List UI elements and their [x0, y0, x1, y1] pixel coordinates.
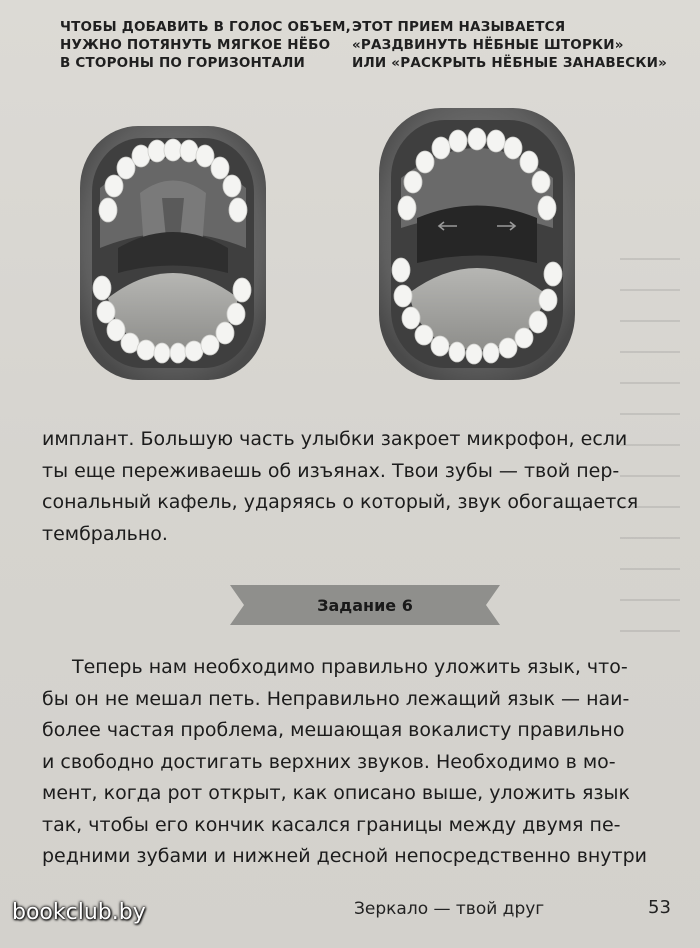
mouth-illustration-soft-palate — [78, 98, 268, 388]
text-line: бы он не мешал петь. Неправильно лежащий язык — наи- — [42, 687, 630, 710]
caption-right-line: ЭТОТ ПРИЕМ НАЗЫВАЕТСЯ — [352, 19, 566, 35]
text-line: сональный кафель, ударяясь о который, звук обогащается — [42, 491, 639, 513]
paragraph-tongue — [42, 652, 658, 873]
mouth-illustration-palate-curtains — [377, 98, 577, 388]
task-banner — [230, 585, 500, 625]
running-title: Зеркало — твой друг — [354, 899, 545, 919]
text-line: имплант. Большую часть улыбки закроет микрофон, если — [42, 428, 628, 450]
text-line: Теперь нам необходимо правильно уложить язык, что- — [72, 656, 628, 678]
text-line: редними зубами и нижней десной непосредственно внутри — [42, 845, 648, 867]
caption-left — [60, 18, 350, 72]
text-line: более частая проблема, мешающая вокалисту правильно — [42, 719, 625, 741]
page-number: 53 — [648, 897, 671, 918]
text-line: тембрально. — [42, 522, 168, 545]
task-banner-label: Задание 6 — [317, 595, 413, 615]
caption-left-line: В СТОРОНЫ ПО ГОРИЗОНТАЛИ — [60, 55, 306, 71]
caption-right-line: ИЛИ «РАСКРЫТЬ НЁБНЫЕ ЗАНАВЕСКИ» — [352, 55, 668, 71]
caption-right — [352, 18, 672, 72]
text-line: мент, когда рот открыт, как описано выше, уложить язык — [42, 782, 631, 804]
text-line: так, чтобы его кончик касался границы между двумя пе- — [42, 813, 621, 836]
caption-left-line: НУЖНО ПОТЯНУТЬ МЯГКОЕ НЁБО — [60, 37, 331, 53]
caption-left-line: ЧТОБЫ ДОБАВИТЬ В ГОЛОС ОБЪЕМ, — [60, 19, 351, 35]
paragraph-implant — [42, 424, 658, 550]
watermark: bookclub.by — [12, 900, 146, 925]
text-line: и свободно достигать верхних звуков. Необходимо в мо- — [42, 750, 616, 773]
caption-right-line: «РАЗДВИНУТЬ НЁБНЫЕ ШТОРКИ» — [352, 37, 624, 53]
text-line: ты еще переживаешь об изъянах. Твои зубы — твой пер- — [42, 459, 620, 482]
